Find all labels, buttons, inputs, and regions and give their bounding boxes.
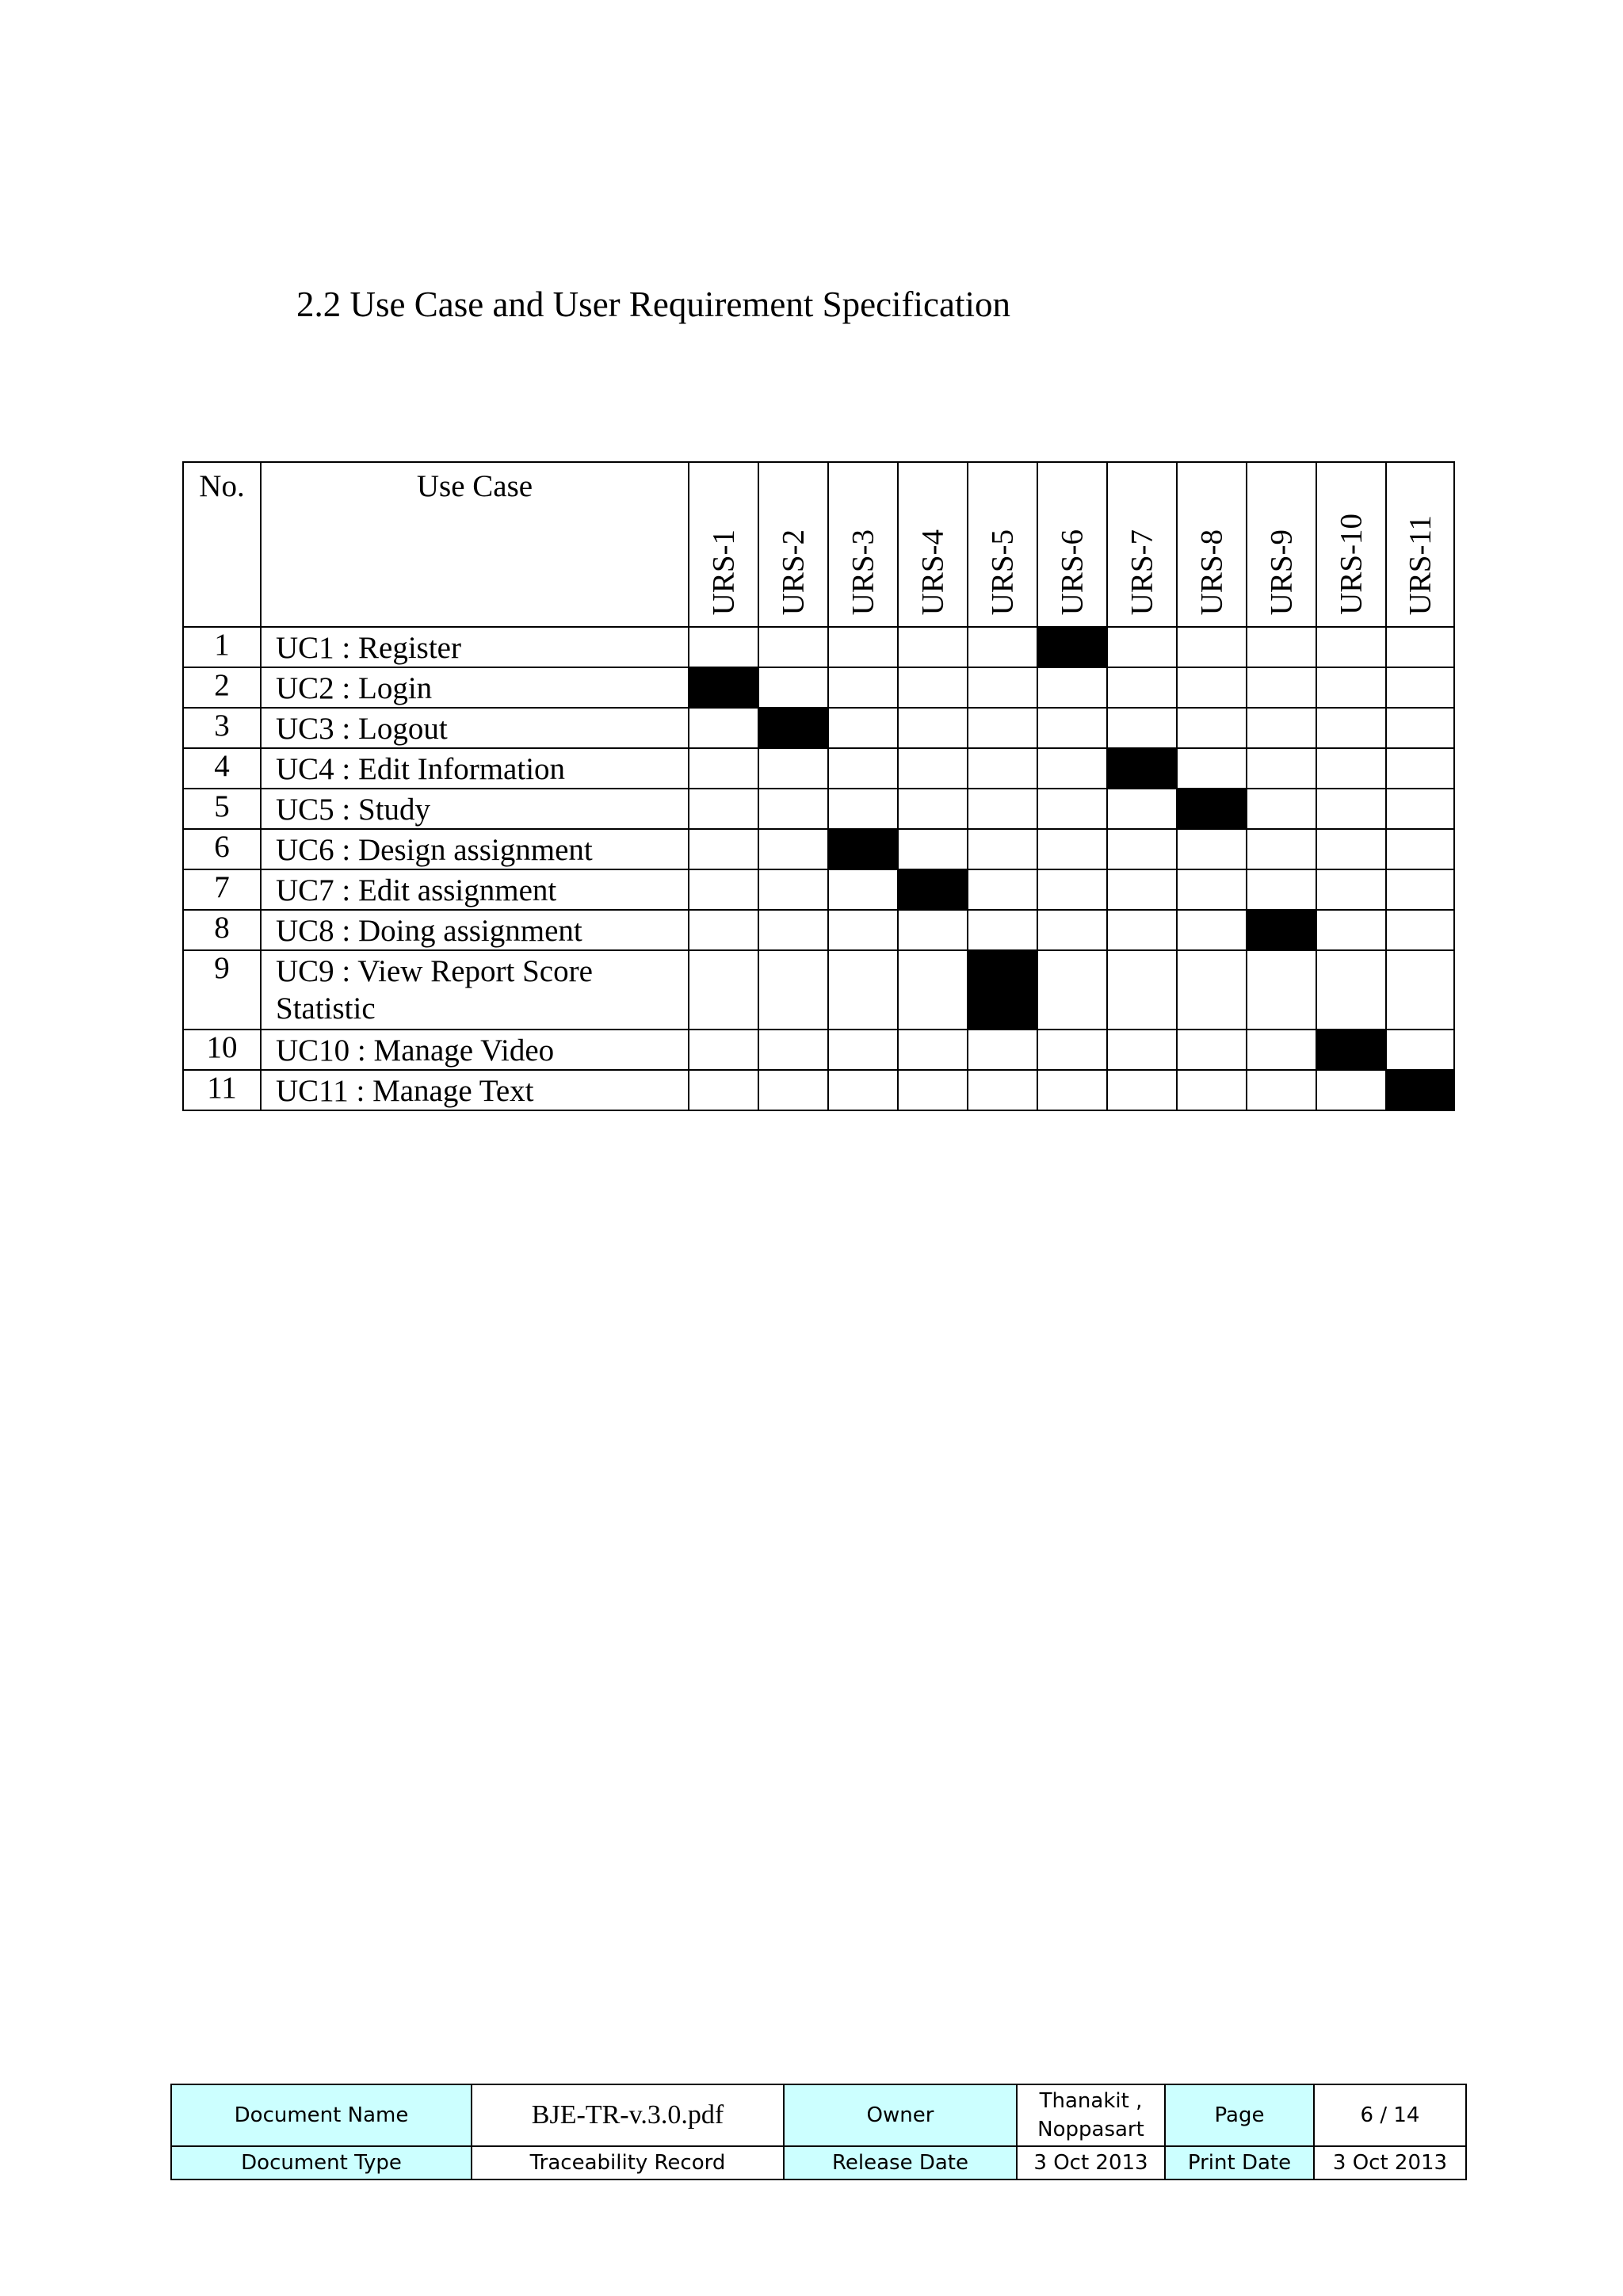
matrix-cell-empty bbox=[1177, 667, 1247, 708]
matrix-cell-empty bbox=[898, 1070, 968, 1110]
matrix-cell-empty bbox=[689, 1030, 758, 1070]
matrix-cell-filled bbox=[758, 708, 828, 748]
matrix-cell-empty bbox=[1316, 748, 1386, 789]
matrix-cell-empty bbox=[689, 789, 758, 829]
matrix-cell-empty bbox=[1316, 667, 1386, 708]
matrix-cell-empty bbox=[1177, 748, 1247, 789]
table-row bbox=[183, 627, 1454, 667]
header-urs-label: URS-1 bbox=[706, 529, 741, 615]
matrix-cell-empty bbox=[968, 869, 1037, 910]
matrix-cell-filled bbox=[1177, 789, 1247, 829]
matrix-cell-empty bbox=[758, 627, 828, 667]
header-urs-4 bbox=[898, 462, 968, 627]
matrix-cell-empty bbox=[1107, 708, 1177, 748]
matrix-cell-empty bbox=[1247, 950, 1316, 1030]
matrix-cell-empty bbox=[1037, 910, 1107, 950]
matrix-cell-filled bbox=[1107, 748, 1177, 789]
document-name-value: BJE-TR-v.3.0.pdf bbox=[472, 2084, 784, 2146]
matrix-cell-empty bbox=[1177, 1030, 1247, 1070]
print-date-label: Print Date bbox=[1165, 2146, 1314, 2179]
matrix-cell-empty bbox=[898, 789, 968, 829]
section-title: 2.2 Use Case and User Requirement Specification bbox=[296, 285, 1010, 324]
header-urs-label: URS-2 bbox=[776, 529, 811, 615]
table-row bbox=[183, 748, 1454, 789]
matrix-cell-empty bbox=[1177, 708, 1247, 748]
matrix-cell-empty bbox=[1037, 667, 1107, 708]
table-row bbox=[183, 869, 1454, 910]
matrix-cell-empty bbox=[1386, 829, 1454, 869]
release-date-value: 3 Oct 2013 bbox=[1017, 2146, 1165, 2179]
matrix-cell-empty bbox=[758, 869, 828, 910]
matrix-cell-empty bbox=[1316, 869, 1386, 910]
header-urs-2 bbox=[758, 462, 828, 627]
matrix-cell-empty bbox=[1107, 1070, 1177, 1110]
matrix-cell-empty bbox=[1177, 829, 1247, 869]
row-use-case: UC5 : Study bbox=[261, 789, 689, 829]
matrix-cell-empty bbox=[1107, 869, 1177, 910]
matrix-cell-empty bbox=[689, 910, 758, 950]
matrix-cell-empty bbox=[1247, 708, 1316, 748]
matrix-cell-empty bbox=[828, 910, 898, 950]
matrix-cell-empty bbox=[1037, 950, 1107, 1030]
matrix-cell-empty bbox=[1247, 1030, 1316, 1070]
row-number: 1 bbox=[183, 627, 261, 667]
matrix-cell-empty bbox=[828, 667, 898, 708]
matrix-cell-empty bbox=[1316, 708, 1386, 748]
matrix-cell-empty bbox=[758, 1070, 828, 1110]
matrix-cell-filled bbox=[968, 950, 1037, 1030]
matrix-cell-empty bbox=[1386, 950, 1454, 1030]
matrix-cell-empty bbox=[1247, 869, 1316, 910]
header-urs-8 bbox=[1177, 462, 1247, 627]
matrix-cell-empty bbox=[828, 789, 898, 829]
document-name-label: Document Name bbox=[171, 2084, 472, 2146]
matrix-cell-empty bbox=[689, 748, 758, 789]
matrix-cell-empty bbox=[1386, 869, 1454, 910]
matrix-cell-empty bbox=[758, 789, 828, 829]
row-number: 4 bbox=[183, 748, 261, 789]
matrix-cell-empty bbox=[1037, 708, 1107, 748]
row-use-case: UC10 : Manage Video bbox=[261, 1030, 689, 1070]
matrix-cell-empty bbox=[898, 910, 968, 950]
row-use-case: UC7 : Edit assignment bbox=[261, 869, 689, 910]
matrix-cell-empty bbox=[968, 627, 1037, 667]
header-urs-label: URS-6 bbox=[1055, 529, 1090, 615]
row-number: 11 bbox=[183, 1070, 261, 1110]
table-row bbox=[183, 667, 1454, 708]
matrix-cell-empty bbox=[1107, 627, 1177, 667]
header-urs-label: URS-4 bbox=[915, 529, 950, 615]
matrix-cell-empty bbox=[1107, 950, 1177, 1030]
matrix-cell-empty bbox=[758, 950, 828, 1030]
matrix-cell-empty bbox=[1386, 667, 1454, 708]
matrix-cell-empty bbox=[968, 667, 1037, 708]
table-row bbox=[183, 789, 1454, 829]
row-number: 5 bbox=[183, 789, 261, 829]
header-urs-label: URS-10 bbox=[1334, 514, 1369, 615]
matrix-cell-empty bbox=[828, 950, 898, 1030]
header-urs-label: URS-8 bbox=[1194, 529, 1229, 615]
matrix-cell-empty bbox=[1247, 789, 1316, 829]
matrix-cell-empty bbox=[1386, 708, 1454, 748]
matrix-cell-empty bbox=[1107, 1030, 1177, 1070]
release-date-label: Release Date bbox=[784, 2146, 1017, 2179]
matrix-cell-empty bbox=[758, 748, 828, 789]
matrix-cell-empty bbox=[968, 910, 1037, 950]
matrix-cell-empty bbox=[1247, 829, 1316, 869]
header-urs-10 bbox=[1316, 462, 1386, 627]
matrix-cell-empty bbox=[1386, 910, 1454, 950]
row-number: 6 bbox=[183, 829, 261, 869]
header-urs-label: URS-5 bbox=[985, 529, 1020, 615]
matrix-cell-empty bbox=[828, 627, 898, 667]
matrix-cell-empty bbox=[1386, 789, 1454, 829]
matrix-cell-empty bbox=[1037, 789, 1107, 829]
row-use-case: UC1 : Register bbox=[261, 627, 689, 667]
matrix-cell-empty bbox=[1247, 667, 1316, 708]
header-urs-9 bbox=[1247, 462, 1316, 627]
matrix-cell-empty bbox=[689, 950, 758, 1030]
matrix-cell-empty bbox=[898, 627, 968, 667]
table-row bbox=[183, 708, 1454, 748]
header-urs-label: URS-7 bbox=[1125, 529, 1159, 615]
table-row bbox=[183, 1070, 1454, 1110]
document-type-value: Traceability Record bbox=[472, 2146, 784, 2179]
matrix-cell-empty bbox=[1316, 950, 1386, 1030]
matrix-cell-empty bbox=[1177, 910, 1247, 950]
row-use-case: UC9 : View Report Score Statistic bbox=[261, 950, 689, 1030]
row-use-case: UC8 : Doing assignment bbox=[261, 910, 689, 950]
matrix-cell-empty bbox=[1316, 627, 1386, 667]
matrix-cell-filled bbox=[1386, 1070, 1454, 1110]
header-urs-label: URS-11 bbox=[1403, 514, 1438, 615]
matrix-cell-empty bbox=[689, 627, 758, 667]
matrix-cell-empty bbox=[1037, 1070, 1107, 1110]
matrix-cell-empty bbox=[1037, 1030, 1107, 1070]
matrix-cell-empty bbox=[1386, 748, 1454, 789]
matrix-cell-empty bbox=[968, 829, 1037, 869]
page-label: Page bbox=[1165, 2084, 1314, 2146]
header-urs-3 bbox=[828, 462, 898, 627]
owner-label: Owner bbox=[784, 2084, 1017, 2146]
header-no: No. bbox=[183, 462, 261, 627]
matrix-cell-empty bbox=[1386, 1030, 1454, 1070]
matrix-cell-empty bbox=[898, 829, 968, 869]
matrix-cell-empty bbox=[758, 829, 828, 869]
document-footer bbox=[170, 2084, 1467, 2180]
matrix-cell-filled bbox=[689, 667, 758, 708]
row-number: 10 bbox=[183, 1030, 261, 1070]
traceability-matrix bbox=[182, 461, 1455, 1111]
matrix-cell-empty bbox=[828, 1070, 898, 1110]
row-use-case: UC2 : Login bbox=[261, 667, 689, 708]
header-urs-6 bbox=[1037, 462, 1107, 627]
document-type-label: Document Type bbox=[171, 2146, 472, 2179]
table-row bbox=[183, 950, 1454, 1030]
matrix-cell-empty bbox=[1316, 829, 1386, 869]
owner-value bbox=[1017, 2084, 1165, 2146]
matrix-cell-empty bbox=[1386, 627, 1454, 667]
row-number: 7 bbox=[183, 869, 261, 910]
matrix-cell-empty bbox=[758, 1030, 828, 1070]
matrix-cell-empty bbox=[1037, 748, 1107, 789]
matrix-cell-empty bbox=[1247, 627, 1316, 667]
matrix-cell-empty bbox=[1037, 869, 1107, 910]
row-number: 3 bbox=[183, 708, 261, 748]
matrix-cell-filled bbox=[898, 869, 968, 910]
matrix-cell-empty bbox=[828, 748, 898, 789]
table-row bbox=[183, 910, 1454, 950]
matrix-cell-empty bbox=[898, 667, 968, 708]
matrix-cell-empty bbox=[968, 1030, 1037, 1070]
header-row bbox=[183, 462, 1454, 627]
matrix-cell-filled bbox=[828, 829, 898, 869]
matrix-cell-empty bbox=[689, 869, 758, 910]
matrix-cell-empty bbox=[898, 748, 968, 789]
row-use-case: UC6 : Design assignment bbox=[261, 829, 689, 869]
matrix-cell-empty bbox=[828, 708, 898, 748]
matrix-cell-filled bbox=[1247, 910, 1316, 950]
matrix-cell-empty bbox=[1037, 829, 1107, 869]
matrix-cell-empty bbox=[1316, 910, 1386, 950]
header-urs-5 bbox=[968, 462, 1037, 627]
header-urs-7 bbox=[1107, 462, 1177, 627]
header-use-case: Use Case bbox=[261, 462, 689, 627]
matrix-cell-empty bbox=[828, 869, 898, 910]
matrix-cell-empty bbox=[1177, 627, 1247, 667]
matrix-cell-empty bbox=[828, 1030, 898, 1070]
matrix-cell-empty bbox=[1316, 789, 1386, 829]
matrix-cell-empty bbox=[1247, 1070, 1316, 1110]
matrix-cell-empty bbox=[1177, 1070, 1247, 1110]
matrix-cell-filled bbox=[1037, 627, 1107, 667]
matrix-cell-empty bbox=[898, 708, 968, 748]
matrix-cell-empty bbox=[1107, 789, 1177, 829]
row-number: 8 bbox=[183, 910, 261, 950]
owner-value-line1: Thanakit , bbox=[1039, 2088, 1143, 2113]
row-number: 2 bbox=[183, 667, 261, 708]
row-use-case: UC11 : Manage Text bbox=[261, 1070, 689, 1110]
matrix-cell-empty bbox=[689, 829, 758, 869]
matrix-cell-empty bbox=[1107, 910, 1177, 950]
matrix-cell-empty bbox=[1247, 748, 1316, 789]
matrix-cell-empty bbox=[898, 950, 968, 1030]
matrix-cell-empty bbox=[968, 1070, 1037, 1110]
matrix-cell-empty bbox=[1316, 1070, 1386, 1110]
header-urs-11 bbox=[1386, 462, 1454, 627]
header-urs-1 bbox=[689, 462, 758, 627]
matrix-cell-empty bbox=[758, 667, 828, 708]
matrix-cell-empty bbox=[689, 1070, 758, 1110]
matrix-cell-empty bbox=[898, 1030, 968, 1070]
matrix-cell-empty bbox=[1177, 950, 1247, 1030]
header-urs-label: URS-9 bbox=[1264, 529, 1299, 615]
matrix-cell-empty bbox=[968, 789, 1037, 829]
matrix-cell-empty bbox=[968, 748, 1037, 789]
print-date-value: 3 Oct 2013 bbox=[1314, 2146, 1466, 2179]
page-value: 6 / 14 bbox=[1314, 2084, 1466, 2146]
row-number: 9 bbox=[183, 950, 261, 1030]
header-urs-label: URS-3 bbox=[846, 529, 880, 615]
matrix-cell-empty bbox=[758, 910, 828, 950]
owner-value-line2: Noppasart bbox=[1037, 2118, 1144, 2141]
matrix-cell-empty bbox=[1107, 829, 1177, 869]
matrix-cell-empty bbox=[1107, 667, 1177, 708]
table-row bbox=[183, 1030, 1454, 1070]
matrix-cell-empty bbox=[689, 708, 758, 748]
matrix-cell-filled bbox=[1316, 1030, 1386, 1070]
matrix-cell-empty bbox=[968, 708, 1037, 748]
row-use-case: UC4 : Edit Information bbox=[261, 748, 689, 789]
matrix-cell-empty bbox=[1177, 869, 1247, 910]
row-use-case: UC3 : Logout bbox=[261, 708, 689, 748]
table-row bbox=[183, 829, 1454, 869]
